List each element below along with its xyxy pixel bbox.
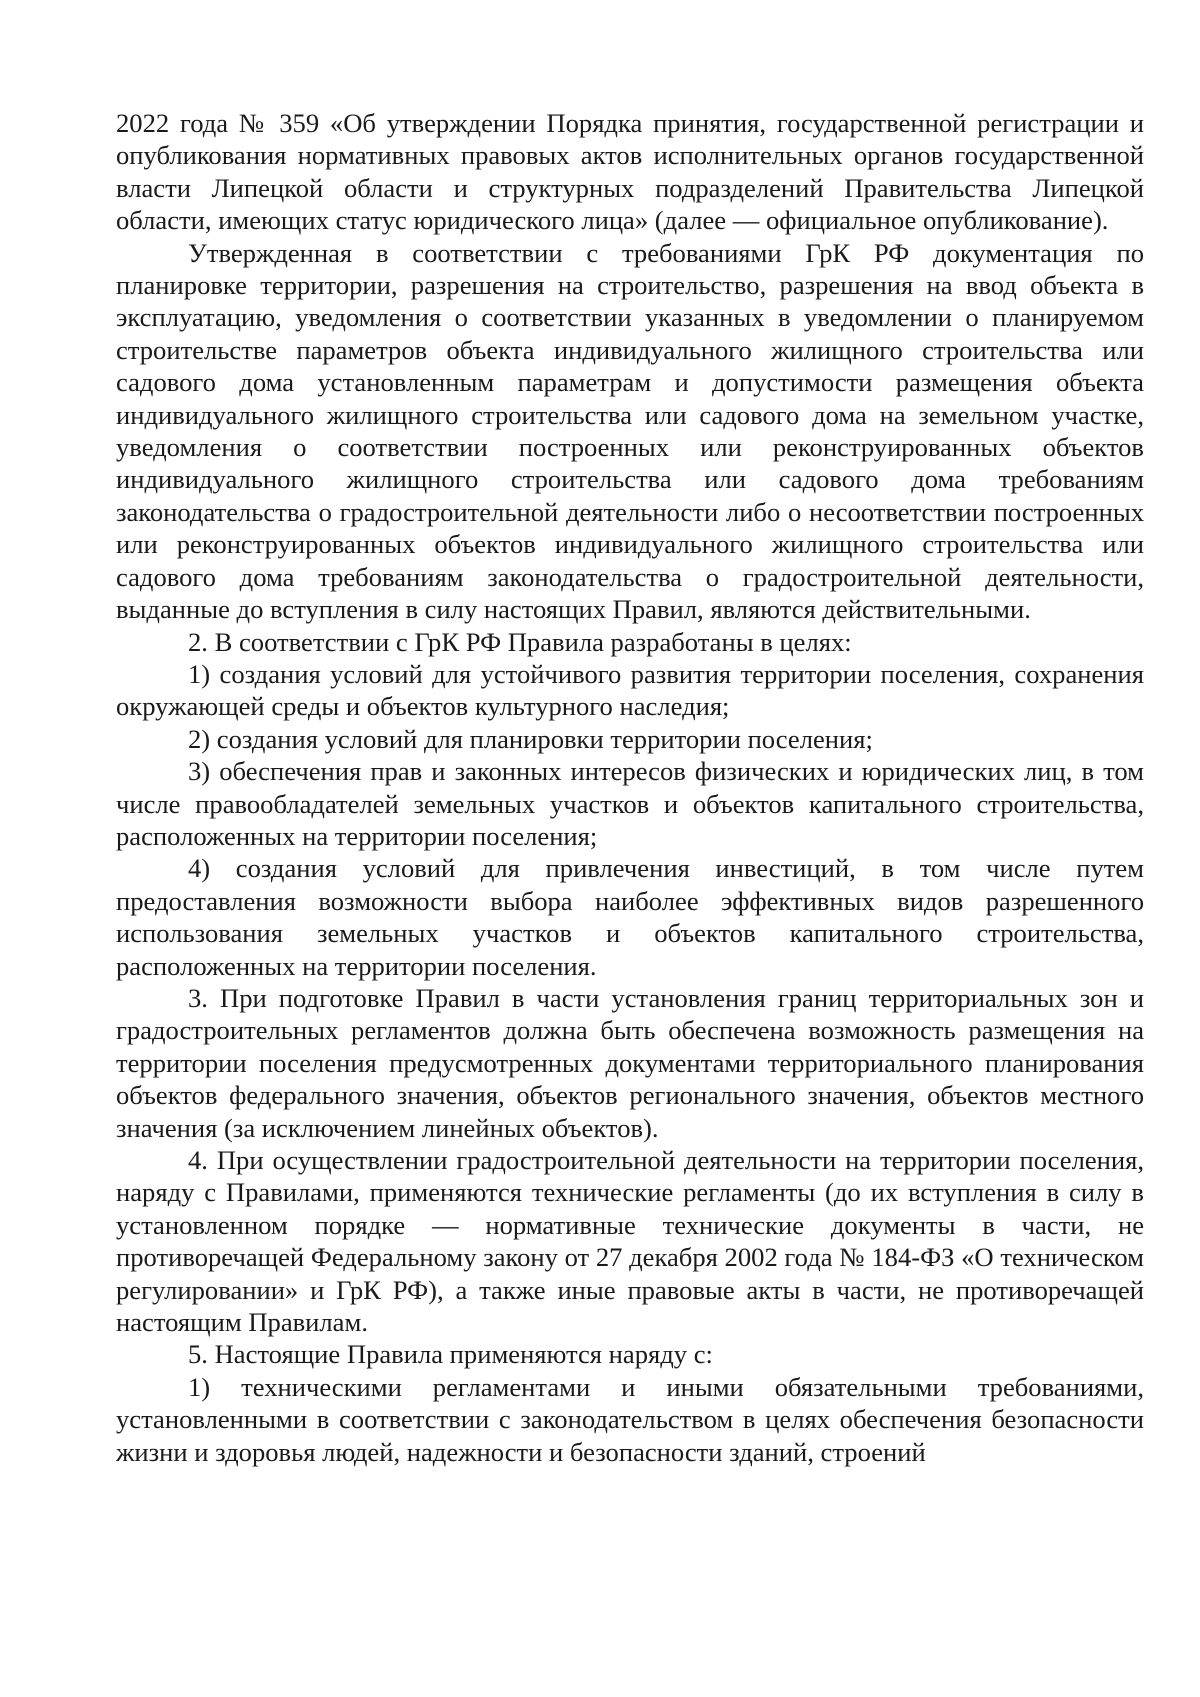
paragraph-3-zones: 3. При подготовке Правил в части установления границ территориальных зон и градостроительных регламентов должна быть обеспечена возможность размещения на территории поселения предусмотренных документами территориального планирования объектов федерального значения, объектов регионального значения, объектов местного значения (за исключением линейных объектов). xyxy=(116,982,1144,1143)
list-item-purpose-2: 2) создания условий для планировки территории поселения; xyxy=(188,723,873,754)
list-item-purpose-4: 4) создания условий для привлечения инвестиций, в том числе путем предоставления возможности выбора наиболее эффективных видов разрешенного использования земельных участков и объектов капитального строительства, расположенных на территории поселения. xyxy=(116,853,1144,981)
paragraph-4-regulations: 4. При осуществлении градостроительной деятельности на территории поселения, наряду с Правилами, применяются технические регламенты (до их вступления в силу в установленном порядке — нормативные технические документы в части, не противоречащей Федеральному закону от 27 декабря 2002 года № 184-ФЗ «О техническом регулировании» и ГрК РФ), а также иные правовые акты в части, не противоречащей настоящим Правилам. xyxy=(116,1145,1144,1338)
paragraph-2-purposes: 2. В соответствии с ГрК РФ Правила разработаны в целях: xyxy=(188,626,852,657)
list-item-purpose-3: 3) обеспечения прав и законных интересов физических и юридических лиц, в том числе правообладателей земельных участков и объектов капитального строительства, расположенных на территории поселения; xyxy=(116,756,1144,851)
list-item-applied-with-1: 1) техническими регламентами и иными обязательными требованиями, установленными в соответствии с законодательством в целях обеспечения безопасности жизни и здоровья людей, надежности и безопасности зданий, строений xyxy=(116,1371,1144,1467)
paragraph-publication-reference: 2022 года № 359 «Об утверждении Порядка принятия, государственной регистрации и опубликования нормативных правовых актов исполнительных органов государственной власти Липецкой области и структурных подразделений Правительства Липецкой области, имеющих статус юридического лица» (далее — официальное опубликование). xyxy=(116,108,1144,236)
list-item-purpose-1: 1) создания условий для устойчивого развития территории поселения, сохранения окружающей среды и объектов культурного наследия; xyxy=(116,658,1144,722)
paragraph-approved-documentation: Утвержденная в соответствии с требованиями ГрК РФ документация по планировке территории, разрешения на строительство, разрешения на ввод объекта в эксплуатацию, уведомления о соответствии указанных в уведомлении о планируемом строительстве параметров объекта индивидуального жилищного строительства или садового дома установленным параметрам и допустимости размещения объекта индивидуального жилищного строительства или садового дома на земельном участке, уведомления о соответствии построенных или реконструированных объектов индивидуального жилищного строительства или садового дома требованиям законодательства о градостроительной деятельности либо о несоответствии построенных или реконструированных объектов индивидуального жилищного строительства или садового дома требованиям законодательства о градостроительной деятельности, выданные до вступления в силу настоящих Правил, являются действительными. xyxy=(116,237,1144,625)
paragraph-5-applied-with: 5. Настоящие Правила применяются наряду с: xyxy=(188,1339,713,1370)
document-page xyxy=(116,107,1144,1468)
